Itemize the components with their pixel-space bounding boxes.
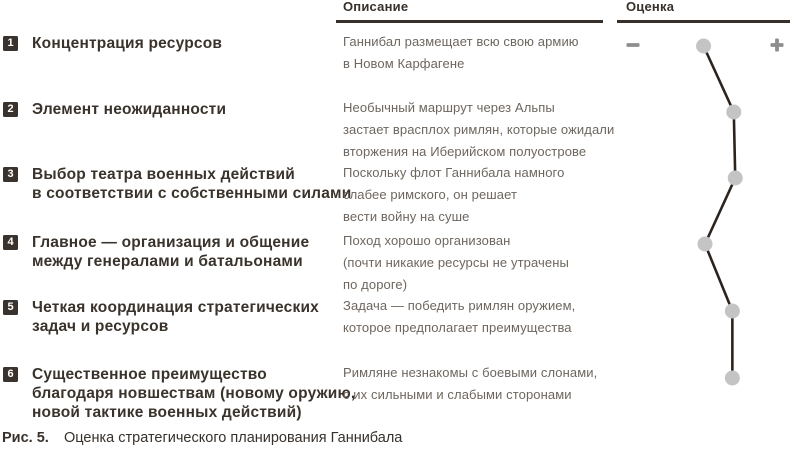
desc-line: с их сильными и слабыми сторонами bbox=[343, 387, 572, 402]
desc-line: Поскольку флот Ганнибала намного bbox=[343, 165, 565, 180]
title-line: Существенное преимущество bbox=[32, 366, 267, 383]
desc-line: вести войну на суше bbox=[343, 209, 470, 224]
desc-line: (почти никакие ресурсы не утрачены bbox=[343, 255, 569, 270]
desc-line: по дороге) bbox=[343, 277, 408, 292]
row-description bbox=[343, 362, 597, 406]
score-dot bbox=[696, 39, 711, 54]
caption-label: Рис. 5. bbox=[2, 430, 49, 446]
title-line: Главное — организация и общение bbox=[32, 234, 310, 251]
row-description bbox=[343, 230, 569, 296]
row-title bbox=[32, 165, 351, 203]
score-dot bbox=[698, 237, 713, 252]
row-description bbox=[343, 31, 579, 75]
desc-line: Задача — победить римлян оружием, bbox=[343, 298, 576, 313]
title-line: Концентрация ресурсов bbox=[32, 35, 223, 52]
title-line: Элемент неожиданности bbox=[32, 101, 227, 118]
score-dot bbox=[725, 304, 740, 319]
title-line: Четкая координация стратегических bbox=[32, 299, 319, 316]
title-line: между генералами и батальонами bbox=[32, 253, 303, 270]
row-title bbox=[32, 298, 319, 336]
desc-line: слабее римского, он решает bbox=[343, 187, 518, 202]
title-line: благодаря новшествам (новому оружию, bbox=[32, 385, 356, 402]
score-chart bbox=[617, 0, 790, 400]
score-dot bbox=[726, 105, 741, 120]
column-header-description: Описание bbox=[343, 0, 409, 14]
row-title bbox=[32, 233, 309, 271]
description-header-rule bbox=[336, 20, 603, 23]
score-dot bbox=[728, 171, 743, 186]
row-title bbox=[32, 365, 355, 422]
title-line: в соответствии с собственными силами bbox=[32, 185, 352, 202]
minus-icon bbox=[627, 43, 640, 47]
desc-line: в Новом Карфагене bbox=[343, 56, 465, 71]
desc-line: Римляне незнакомы с боевыми слонами, bbox=[343, 365, 598, 380]
title-line: Выбор театра военных действий bbox=[32, 166, 295, 183]
title-line: задач и ресурсов bbox=[32, 318, 169, 335]
row-description bbox=[343, 295, 575, 339]
row-number-badge: 1 bbox=[3, 36, 18, 51]
plus-icon bbox=[775, 39, 779, 52]
column-header-score: Оценка bbox=[626, 0, 675, 14]
row-number-badge: 3 bbox=[3, 167, 18, 182]
row-number-badge: 5 bbox=[3, 300, 18, 315]
row-number-badge: 2 bbox=[3, 102, 18, 117]
desc-line: Ганнибал размещает всю свою армию bbox=[343, 34, 579, 49]
row-number-badge: 6 bbox=[3, 367, 18, 382]
row-description bbox=[343, 162, 564, 228]
caption-text: Оценка стратегического планирования Ганнибала bbox=[64, 430, 403, 446]
desc-line: которое предполагает преимущества bbox=[343, 320, 572, 335]
row-number-badge: 4 bbox=[3, 235, 18, 250]
row-description bbox=[343, 97, 614, 163]
desc-line: вторжения на Иберийском полуострове bbox=[343, 144, 587, 159]
title-line: новой тактике военных действий) bbox=[32, 404, 302, 421]
score-dot bbox=[725, 371, 740, 386]
desc-line: Необычный маршрут через Альпы bbox=[343, 100, 555, 115]
desc-line: застает врасплох римлян, которые ожидали bbox=[343, 122, 615, 137]
row-title bbox=[32, 34, 222, 53]
score-line bbox=[704, 46, 736, 378]
row-title bbox=[32, 100, 226, 119]
desc-line: Поход хорошо организован bbox=[343, 233, 511, 248]
